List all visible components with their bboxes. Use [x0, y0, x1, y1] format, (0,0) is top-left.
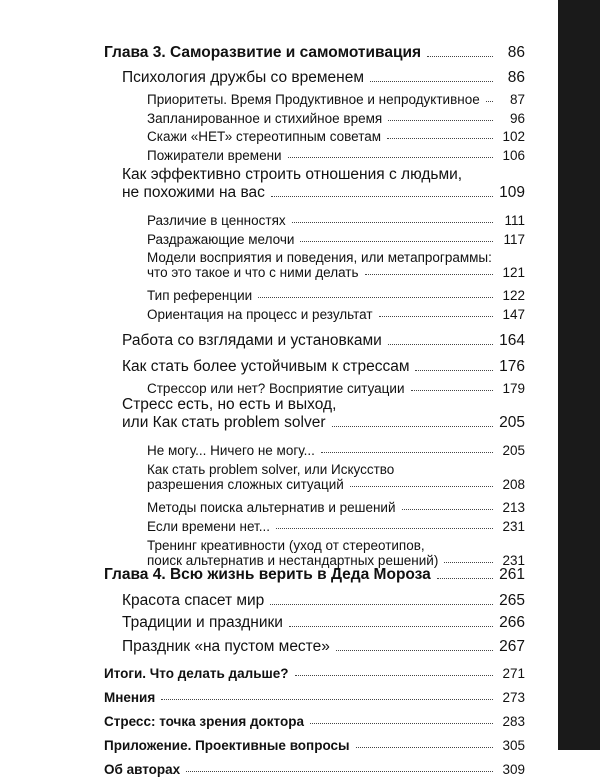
dot-leader — [486, 101, 493, 102]
toc-entry — [147, 381, 525, 396]
dot-leader — [388, 344, 493, 345]
toc-entry-title: Глава 3. Саморазвитие и самомотивация — [104, 44, 422, 61]
toc-entry-title: Не могу... Ничего не могу... — [147, 443, 315, 458]
toc-entry-title-line1: Стресс есть, но есть и выход, — [122, 396, 337, 413]
toc-entry-page-number: 102 — [502, 129, 525, 144]
toc-entry-row — [122, 69, 525, 87]
toc-entry-row — [147, 148, 525, 163]
toc-entry-row — [147, 443, 525, 458]
toc-entry-row — [147, 381, 525, 396]
toc-entry — [104, 44, 525, 62]
toc-entry-page-number: 261 — [499, 566, 525, 583]
dot-leader — [300, 241, 493, 242]
toc-entry-page-number: 309 — [502, 762, 525, 777]
toc-entry-page-number: 122 — [502, 288, 525, 303]
toc-entry-row — [122, 414, 525, 432]
dot-leader — [321, 452, 493, 453]
toc-entry-page-number: 231 — [502, 553, 525, 568]
dot-leader — [427, 56, 493, 57]
toc-entry-row — [122, 592, 525, 610]
toc-entry — [122, 69, 525, 87]
toc-entry-page-number: 266 — [499, 614, 525, 631]
dot-leader — [356, 747, 493, 748]
toc-entry-row — [147, 111, 525, 126]
toc-entry-title: Различие в ценностях — [147, 213, 286, 228]
toc-entry-page-number: 106 — [502, 148, 525, 163]
toc-entry-page-number: 273 — [502, 690, 525, 705]
toc-entry-row — [104, 714, 525, 729]
dot-leader — [258, 297, 493, 298]
toc-entry-row — [104, 566, 525, 584]
toc-entry-row — [147, 288, 525, 303]
toc-entry-title-line1: Как стать problem solver, или Искусство — [147, 462, 395, 477]
dot-leader — [379, 316, 493, 317]
toc-entry-title: Красота спасет мир — [122, 592, 265, 609]
toc-entry — [147, 538, 525, 568]
toc-entry-title: разрешения сложных ситуаций — [147, 477, 344, 492]
toc-entry-row — [104, 762, 525, 777]
toc-entry-page-number: 176 — [499, 358, 525, 375]
toc-entry-title: Стрессор или нет? Восприятие ситуации — [147, 381, 405, 396]
dot-leader — [270, 604, 493, 605]
toc-entry-title: Методы поиска альтернатив и решений — [147, 500, 396, 515]
toc-entry — [147, 213, 525, 228]
toc-entry-title: или Как стать problem solver — [122, 414, 326, 431]
toc-entry-title: Стресс: точка зрения доктора — [104, 714, 304, 729]
dot-leader — [186, 771, 493, 772]
toc-entry-page-number: 213 — [502, 500, 525, 515]
toc-entry-title: поиск альтернатив и нестандартных решений) — [147, 553, 439, 568]
toc-entry-title: Традиции и праздники — [122, 614, 283, 631]
toc-entry — [147, 443, 525, 458]
toc-entry-title: Праздник «на пустом месте» — [122, 638, 330, 655]
dot-leader — [388, 120, 493, 121]
toc-entry — [147, 129, 525, 144]
dot-leader — [402, 509, 493, 510]
toc-entry-page-number: 205 — [502, 443, 525, 458]
toc-entry-row — [104, 690, 525, 705]
toc-entry-page-number: 265 — [499, 592, 525, 609]
toc-entry — [122, 592, 525, 610]
toc-entry-row — [104, 666, 525, 681]
toc-entry — [147, 462, 525, 492]
toc-entry — [122, 614, 525, 632]
toc-entry-row — [147, 232, 525, 247]
toc-entry-page-number: 121 — [502, 265, 525, 280]
dot-leader — [288, 157, 493, 158]
toc-entry — [147, 250, 525, 280]
toc-entry-title: Запланированное и стихийное время — [147, 111, 383, 126]
toc-entry-row — [104, 738, 525, 753]
dot-leader — [289, 626, 493, 627]
toc-entry-title: Скажи «НЕТ» стереотипным советам — [147, 129, 382, 144]
toc-entry — [147, 232, 525, 247]
toc-entry-page-number: 117 — [503, 232, 525, 247]
toc-entry-row — [122, 184, 525, 202]
toc-entry — [147, 92, 525, 107]
toc-entry-page-number: 179 — [502, 381, 525, 396]
toc-entry-row — [147, 92, 525, 107]
toc-entry-title: не похожими на вас — [122, 184, 265, 201]
toc-entry — [104, 714, 525, 729]
toc-entry-page-number: 86 — [507, 44, 525, 61]
toc-entry — [147, 148, 525, 163]
dot-leader — [271, 196, 493, 197]
toc-entry-row — [147, 265, 525, 280]
toc-entry-title: Глава 4. Всю жизнь верить в Деда Мороза — [104, 566, 431, 583]
toc-entry-page-number: 96 — [509, 111, 525, 126]
toc-entry — [122, 332, 525, 350]
toc-entry-title: Приложение. Проективные вопросы — [104, 738, 350, 753]
toc-entry — [104, 690, 525, 705]
toc-entry-title: Мнения — [104, 690, 156, 705]
toc-entry-title: Психология дружбы со временем — [122, 69, 364, 86]
toc-entry-row — [147, 500, 525, 515]
dot-leader — [336, 650, 493, 651]
toc-entry — [104, 738, 525, 753]
toc-entry — [104, 666, 525, 681]
toc-entry — [122, 396, 525, 432]
toc-entry — [122, 358, 525, 376]
toc-entry-page-number: 208 — [502, 477, 525, 492]
scan-edge — [558, 0, 600, 750]
toc-entry — [147, 288, 525, 303]
toc-entry-page-number: 271 — [502, 666, 525, 681]
toc-entry-page-number: 305 — [502, 738, 525, 753]
toc-entry-row — [147, 307, 525, 322]
toc-entry-row — [104, 44, 525, 62]
toc-entry-row — [147, 213, 525, 228]
toc-entry — [104, 566, 525, 584]
dot-leader — [310, 723, 493, 724]
toc-entry-title: Как стать более устойчивым к стрессам — [122, 358, 410, 375]
dot-leader — [350, 486, 493, 487]
toc-entry-page-number: 267 — [499, 638, 525, 655]
dot-leader — [295, 675, 493, 676]
toc-entry — [147, 307, 525, 322]
toc-entry-title: Раздражающие мелочи — [147, 232, 295, 247]
toc-entry-page-number: 111 — [504, 213, 525, 228]
toc-entry-title: Пожиратели времени — [147, 148, 282, 163]
toc-entry-page-number: 109 — [499, 184, 525, 201]
toc-entry-row — [147, 519, 525, 534]
toc-entry-title: Ориентация на процесс и результат — [147, 307, 373, 322]
toc-entry-page-number: 205 — [499, 414, 525, 431]
toc-entry — [147, 519, 525, 534]
dot-leader — [161, 699, 493, 700]
toc-entry-row — [122, 332, 525, 350]
toc-entry — [122, 638, 525, 656]
toc-entry-page-number: 86 — [507, 69, 525, 86]
dot-leader — [387, 138, 493, 139]
toc-entry — [147, 500, 525, 515]
toc-entry — [147, 111, 525, 126]
toc-entry-title: Итоги. Что делать дальше? — [104, 666, 289, 681]
toc-entry — [104, 762, 525, 777]
dot-leader — [332, 426, 494, 427]
toc-entry-title: Об авторах — [104, 762, 181, 777]
toc-entry-row — [147, 477, 525, 492]
dot-leader — [411, 390, 494, 391]
toc-entry-title: Тип референции — [147, 288, 253, 303]
toc-entry-page-number: 164 — [499, 332, 525, 349]
toc-entry-title: Работа со взглядами и установками — [122, 332, 382, 349]
dot-leader — [437, 578, 493, 579]
toc-entry-title: что это такое и что с ними делать — [147, 265, 359, 280]
dot-leader — [365, 274, 494, 275]
toc-entry-title: Если времени нет... — [147, 519, 270, 534]
toc-entry-title-line1: Тренинг креативности (уход от стереотипов, — [147, 538, 425, 553]
toc-entry-row — [122, 638, 525, 656]
dot-leader — [444, 562, 493, 563]
toc-entry-page-number: 147 — [502, 307, 525, 322]
dot-leader — [292, 222, 493, 223]
toc-entry-title-line1: Как эффективно строить отношения с людьми, — [122, 166, 463, 183]
toc-entry — [122, 166, 525, 202]
toc-entry-row — [122, 358, 525, 376]
toc-entry-page-number: 283 — [502, 714, 525, 729]
dot-leader — [415, 370, 493, 371]
toc-entry-row — [147, 129, 525, 144]
toc-entry-title: Приоритеты. Время Продуктивное и непродуктивное — [147, 92, 480, 107]
dot-leader — [276, 528, 493, 529]
toc-entry-title-line1: Модели восприятия и поведения, или метапрограммы: — [147, 250, 492, 265]
toc-entry-page-number: 87 — [509, 92, 525, 107]
toc-entry-row — [122, 614, 525, 632]
toc-entry-page-number: 231 — [502, 519, 525, 534]
dot-leader — [370, 81, 493, 82]
